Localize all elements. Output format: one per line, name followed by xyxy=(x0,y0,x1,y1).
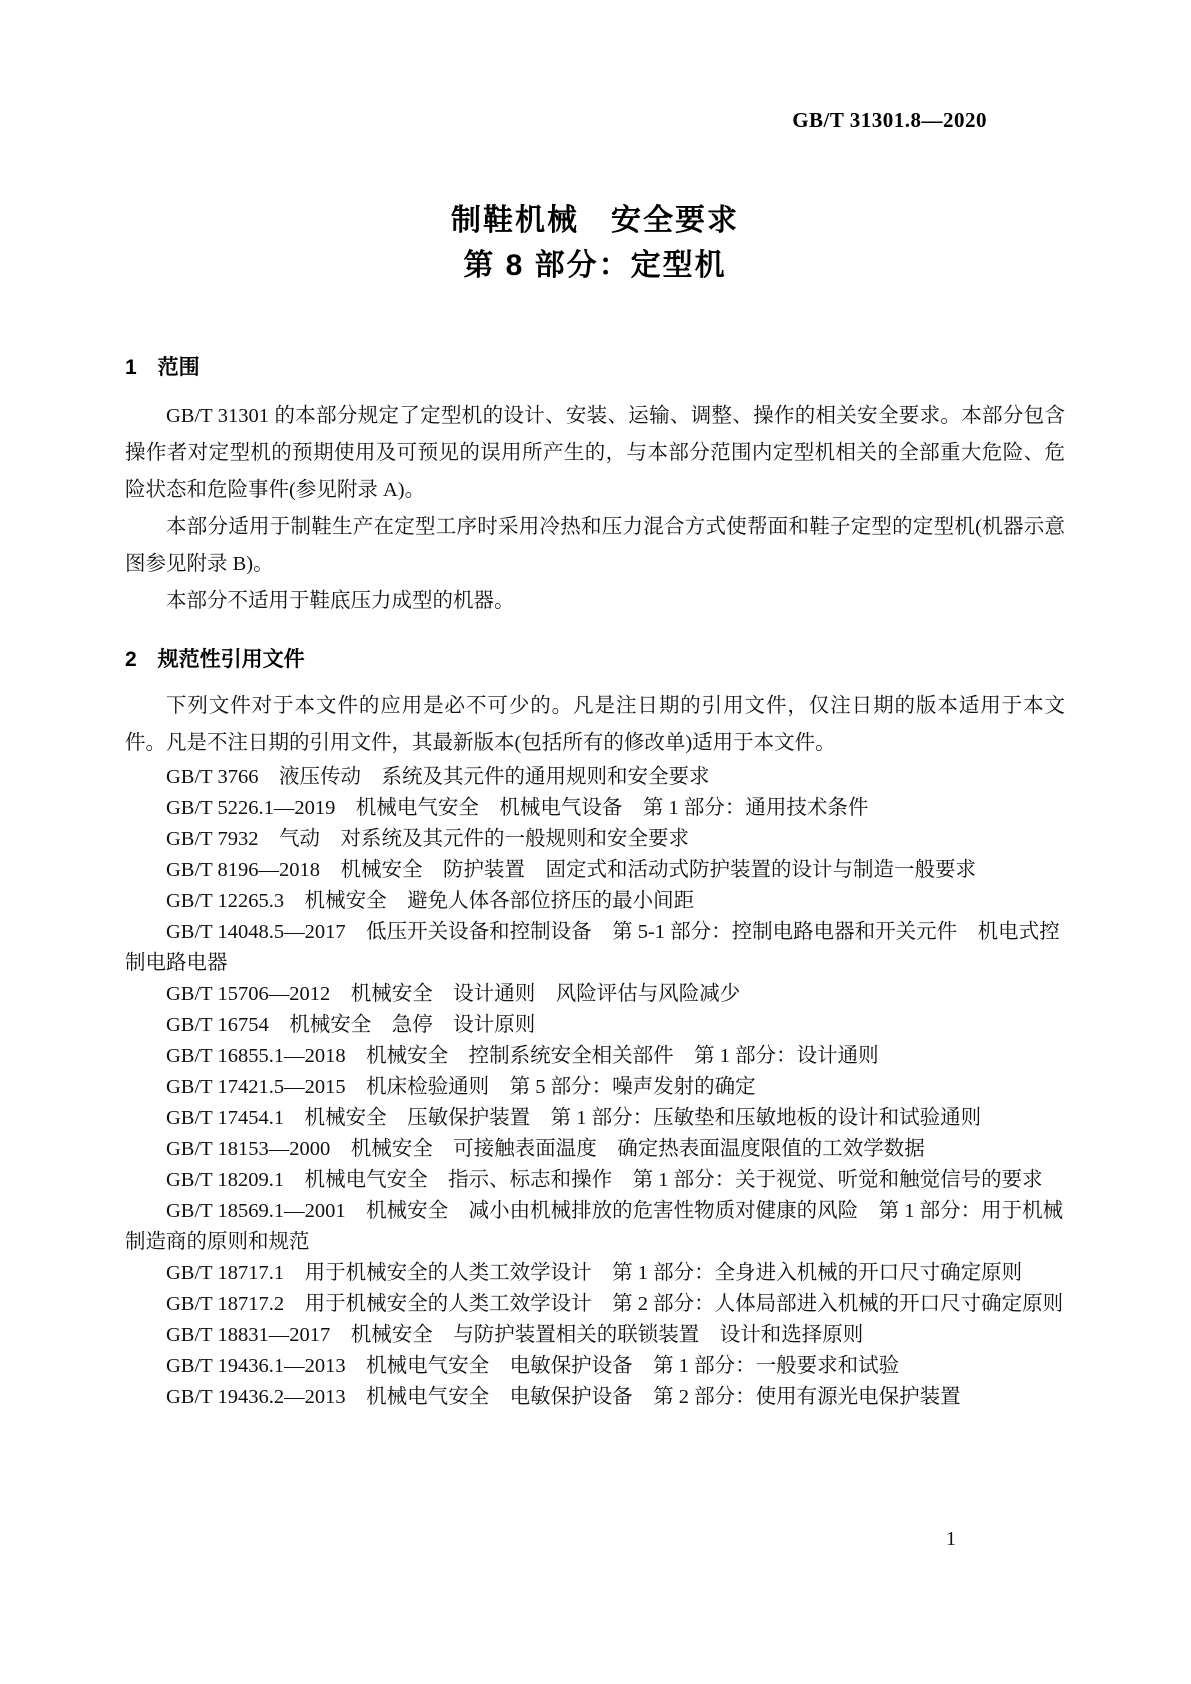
reference-item: GB/T 5226.1—2019 机械电气安全 机械电气设备 第 1 部分：通用技术条件 xyxy=(166,797,869,819)
section-1-paragraph-3: 本部分不适用于鞋底压力成型的机器。 xyxy=(166,590,515,612)
standard-number: GB/T 31301.8—2020 xyxy=(792,108,987,132)
reference-item: GB/T 3766 液压传动 系统及其元件的通用规则和安全要求 xyxy=(166,766,710,788)
reference-item: GB/T 18831—2017 机械安全 与防护装置相关的联锁装置 设计和选择原则 xyxy=(166,1324,864,1346)
reference-item: GB/T 17421.5—2015 机床检验通则 第 5 部分：噪声发射的确定 xyxy=(166,1076,756,1098)
reference-item: GB/T 19436.2—2013 机械电气安全 电敏保护设备 第 2 部分：使用有源光电保护装置 xyxy=(166,1386,961,1408)
reference-item: GB/T 12265.3 机械安全 避免人体各部位挤压的最小间距 xyxy=(166,890,695,912)
reference-item: GB/T 17454.1 机械安全 压敏保护装置 第 1 部分：压敏垫和压敏地板的设计和试验通则 xyxy=(166,1107,982,1129)
section-1-heading: 1 范围 xyxy=(125,356,200,379)
reference-item: GB/T 16855.1—2018 机械安全 控制系统安全相关部件 第 1 部分：设计通则 xyxy=(166,1045,879,1067)
section-1-paragraph-1: GB/T 31301 的本部分规定了定型机的设计、安装、运输、调整、操作的相关安全要求。本部分包含操作者对定型机的预期使用及可预见的误用所产生的，与本部分范围内定型机相关的全部重大危险、危险状态和危险事件(参见附录 A)。 xyxy=(125,405,1065,501)
reference-item: GB/T 18717.1 用于机械安全的人类工效学设计 第 1 部分：全身进入机械的开口尺寸确定原则 xyxy=(166,1262,1023,1284)
reference-item: GB/T 15706—2012 机械安全 设计通则 风险评估与风险减少 xyxy=(166,983,741,1005)
section-2-intro-paragraph: 下列文件对于本文件的应用是必不可少的。凡是注日期的引用文件，仅注日期的版本适用于本文件。凡是不注日期的引用文件，其最新版本(包括所有的修改单)适用于本文件。 xyxy=(125,695,1065,754)
title-line-1: 制鞋机械 安全要求 xyxy=(451,204,739,237)
section-2-heading: 2 规范性引用文件 xyxy=(125,648,305,671)
reference-item: GB/T 14048.5—2017 低压开关设备和控制设备 第 5-1 部分：控制电路电器和开关元件 机电式控制电路电器 xyxy=(125,921,1060,974)
page-number: 1 xyxy=(946,1528,956,1550)
title-line-2: 第 8 部分：定型机 xyxy=(463,249,727,282)
section-1-paragraph-2: 本部分适用于制鞋生产在定型工序时采用冷热和压力混合方式使帮面和鞋子定型的定型机(机器示意图参见附录 B)。 xyxy=(125,516,1065,575)
reference-item: GB/T 7932 气动 对系统及其元件的一般规则和安全要求 xyxy=(166,828,689,850)
reference-item: GB/T 19436.1—2013 机械电气安全 电敏保护设备 第 1 部分：一般要求和试验 xyxy=(166,1355,900,1377)
reference-item: GB/T 8196—2018 机械安全 防护装置 固定式和活动式防护装置的设计与制造一般要求 xyxy=(166,859,976,881)
reference-item: GB/T 18717.2 用于机械安全的人类工效学设计 第 2 部分：人体局部进入机械的开口尺寸确定原则 xyxy=(166,1293,1064,1315)
document-title xyxy=(125,198,1065,288)
reference-item: GB/T 16754 机械安全 急停 设计原则 xyxy=(166,1014,536,1036)
reference-item: GB/T 18153—2000 机械安全 可接触表面温度 确定热表面温度限值的工效学数据 xyxy=(166,1138,925,1160)
reference-item: GB/T 18209.1 机械电气安全 指示、标志和操作 第 1 部分：关于视觉、听觉和触觉信号的要求 xyxy=(166,1169,1043,1191)
reference-item: GB/T 18569.1—2001 机械安全 减小由机械排放的危害性物质对健康的风险 第 1 部分：用于机械制造商的原则和规范 xyxy=(125,1200,1064,1253)
